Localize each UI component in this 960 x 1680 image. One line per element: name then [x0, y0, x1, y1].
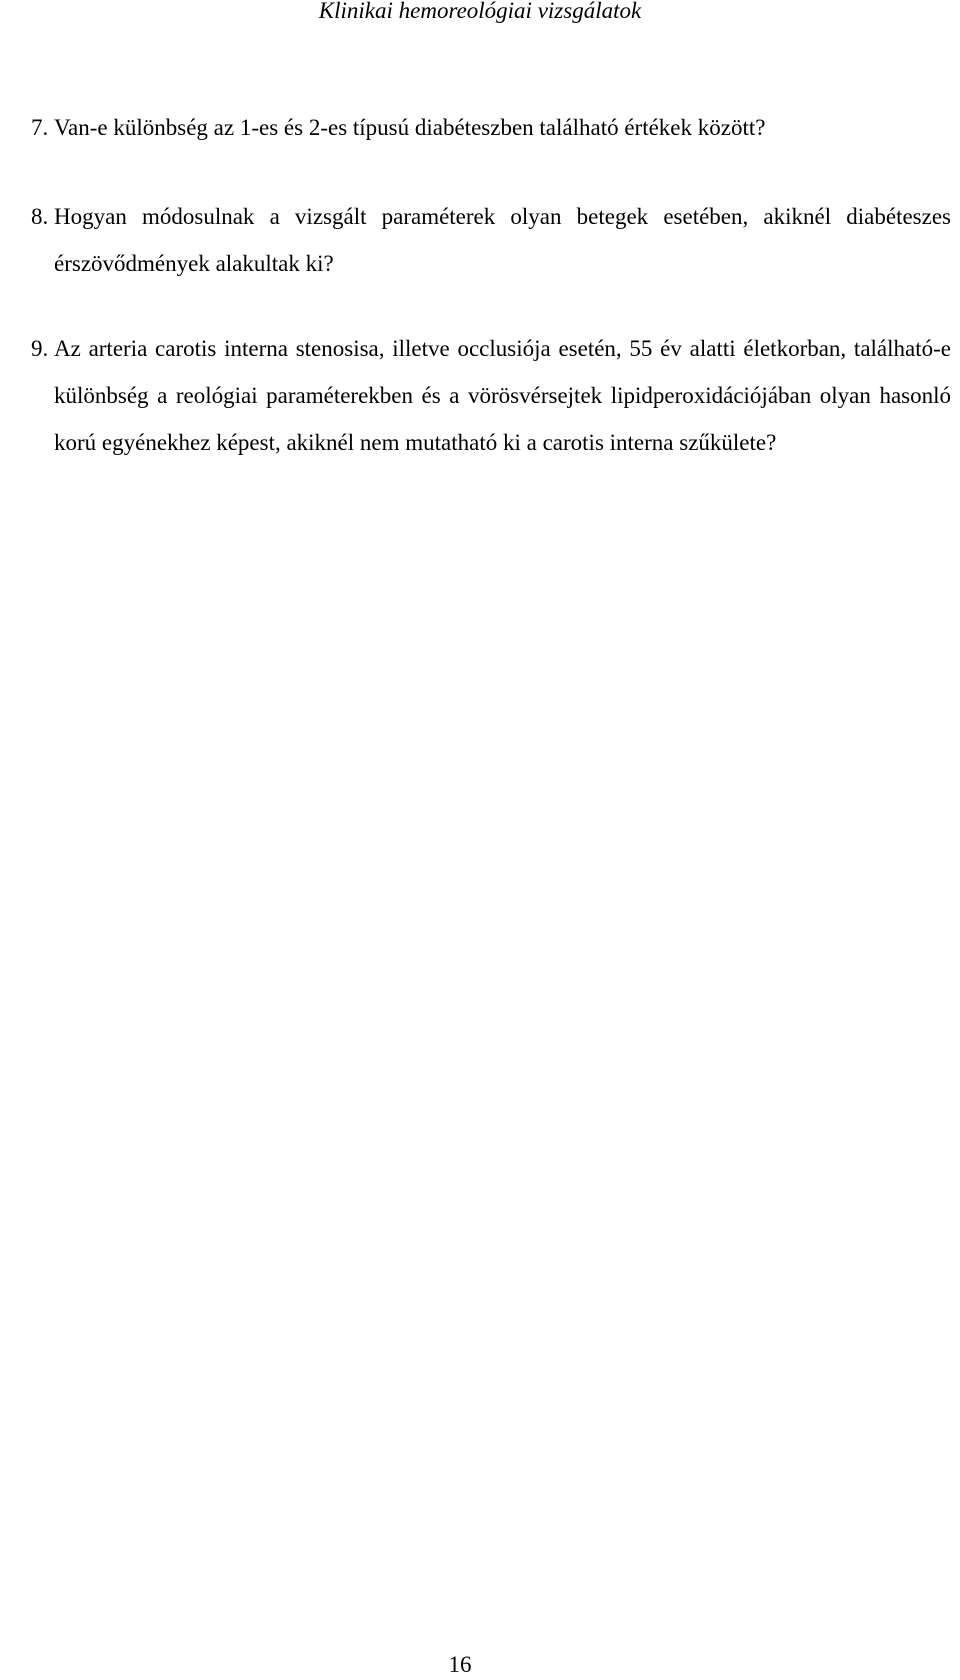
question-8 — [31, 193, 951, 287]
question-9 — [31, 325, 951, 466]
question-7 — [31, 104, 951, 151]
question-number: 9. — [31, 336, 49, 361]
question-number: 7. — [31, 115, 49, 140]
question-text: Az arteria carotis interna stenosisa, illetve occlusiója esetén, 55 év alatti életkorban, található-e különbség a reológiai paraméterekben és a vörösvérsejtek lipidperoxidációjában olyan hasonló korú egyénekhez képest, akiknél nem mutatható ki a carotis interna szűkülete? — [54, 336, 951, 455]
running-header: Klinikai hemoreológiai vizsgálatok — [318, 0, 642, 23]
question-number: 8. — [31, 204, 49, 229]
page-number: 16 — [448, 1652, 472, 1677]
question-text: Van-e különbség az 1-es és 2-es típusú diabéteszben található értékek között? — [54, 115, 766, 140]
question-text: Hogyan módosulnak a vizsgált paraméterek olyan betegek esetében, akiknél diabéteszes érszövődmények alakultak ki? — [54, 204, 951, 276]
